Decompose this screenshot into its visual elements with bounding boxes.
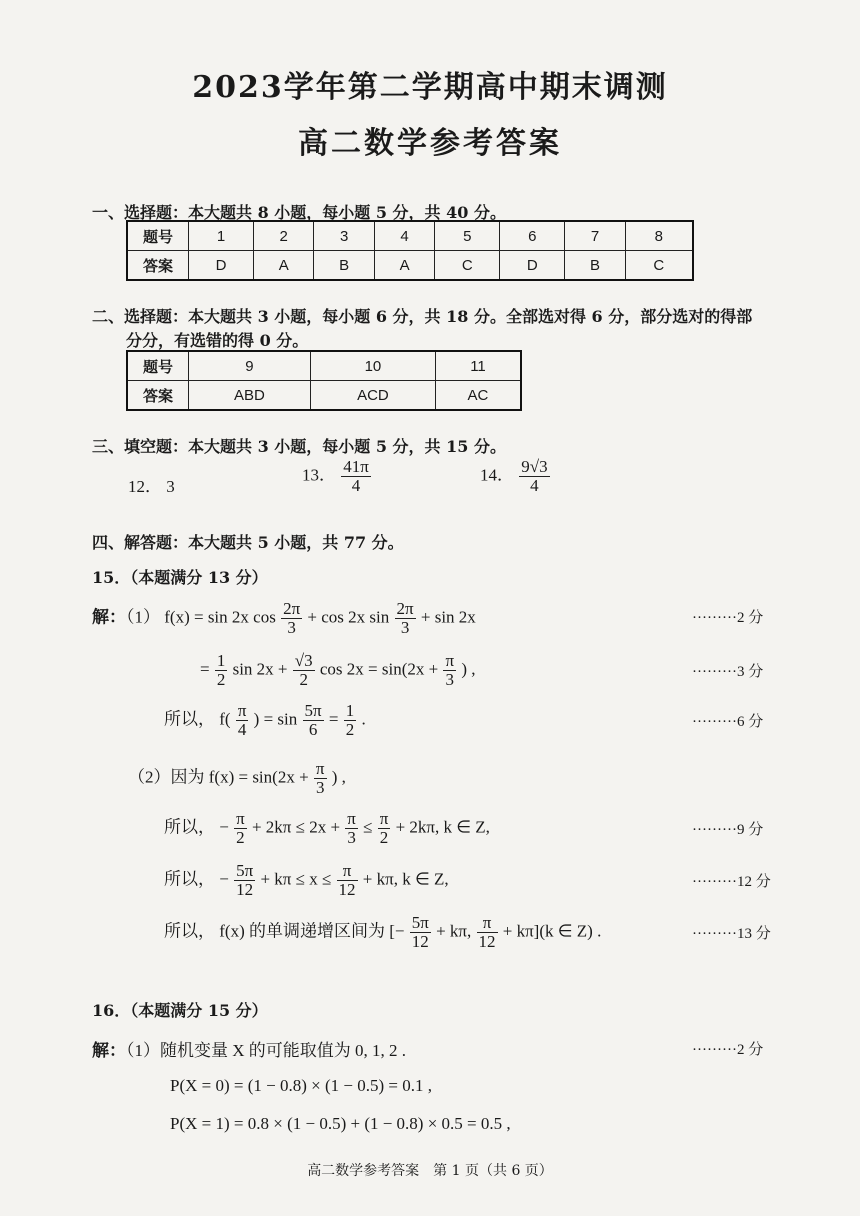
numerator: 9√3 bbox=[521, 457, 548, 476]
section1-answer-table bbox=[126, 220, 694, 281]
q15-line2 bbox=[200, 652, 475, 689]
question-number: 13． bbox=[302, 465, 336, 485]
table-cell: C bbox=[435, 251, 500, 281]
table-cell: A bbox=[374, 251, 434, 281]
numerator: √3 bbox=[294, 651, 313, 670]
denominator: 2 bbox=[345, 720, 355, 739]
table-cell: A bbox=[253, 251, 313, 281]
table-cell: 6 bbox=[500, 221, 565, 251]
q16-line2: P(X = 0) = (1 − 0.8) × (1 − 0.5) = 0.1 , bbox=[170, 1076, 432, 1095]
table-cell: C bbox=[625, 251, 693, 281]
score-mark: ·········2 分 bbox=[692, 1042, 764, 1058]
formula-text: + kπ ≤ x ≤ bbox=[260, 869, 332, 889]
numerator: π bbox=[237, 701, 247, 720]
formula-text: + kπ](k ∈ Z) . bbox=[502, 921, 602, 941]
table-row bbox=[127, 221, 693, 251]
q15-line4 bbox=[128, 760, 346, 797]
formula-text: . bbox=[361, 709, 366, 729]
table-cell: D bbox=[189, 251, 254, 281]
table-cell: ACD bbox=[310, 381, 435, 411]
question-number: 14． bbox=[480, 465, 514, 485]
section2-heading-line1: 二、选择题：本大题共 3 小题，每小题 6 分，共 18 分。全部选对得 6 分，部分选对的得部 bbox=[92, 307, 753, 326]
q15-line1 bbox=[92, 600, 476, 637]
solution-label: 解： bbox=[92, 607, 126, 627]
fraction bbox=[293, 652, 315, 689]
table-cell: 1 bbox=[189, 221, 254, 251]
table-cell: 3 bbox=[314, 221, 374, 251]
numerator: π bbox=[445, 651, 455, 670]
section1-heading: 一、选择题：本大题共 8 小题，每小题 5 分，共 40 分。 bbox=[92, 203, 506, 222]
page-footer: 高二数学参考答案 第 1 页（共 6 页） bbox=[307, 1163, 553, 1179]
answer-12 bbox=[128, 472, 175, 497]
table-cell: 7 bbox=[565, 221, 625, 251]
fraction bbox=[477, 914, 498, 951]
formula-text: f(x) = sin(2x + bbox=[208, 767, 309, 787]
table-cell: 2 bbox=[253, 221, 313, 251]
fraction bbox=[344, 702, 357, 739]
denominator: 12 bbox=[411, 932, 429, 951]
formula-text: + kπ, bbox=[436, 921, 472, 941]
numerator: 41π bbox=[343, 457, 369, 476]
score-mark: ·········6 分 bbox=[692, 714, 764, 730]
numerator: π bbox=[477, 914, 498, 933]
denominator: 12 bbox=[236, 880, 254, 899]
formula-text: + 2kπ ≤ 2x + bbox=[251, 817, 341, 837]
table-cell: AC bbox=[435, 381, 521, 411]
formula-text: 所以， bbox=[164, 921, 215, 941]
denominator: 4 bbox=[530, 476, 539, 495]
fraction bbox=[234, 862, 255, 899]
table-cell: 10 bbox=[310, 351, 435, 381]
table-cell: 4 bbox=[374, 221, 434, 251]
formula-text: f( bbox=[219, 709, 231, 729]
q15-line7 bbox=[164, 914, 601, 951]
numerator: 5π bbox=[411, 913, 429, 932]
formula-text: = bbox=[200, 659, 210, 679]
formula-text: （1）随机变量 X 的可能取值为 0, 1, 2 . bbox=[126, 1041, 407, 1060]
fraction bbox=[215, 652, 228, 689]
fraction bbox=[234, 810, 247, 847]
table-cell: B bbox=[565, 251, 625, 281]
formula-text: + 2kπ, k ∈ Z, bbox=[395, 817, 490, 837]
score-mark: ·········13 分 bbox=[692, 926, 771, 942]
score-mark: ·········3 分 bbox=[692, 664, 764, 680]
formula-text: f(x) = sin 2x cos bbox=[164, 607, 276, 627]
numerator: π bbox=[347, 809, 356, 828]
formula-text: − bbox=[219, 817, 229, 837]
denominator: 2 bbox=[299, 670, 308, 689]
formula-text: − bbox=[219, 869, 229, 889]
table-cell: 8 bbox=[625, 221, 693, 251]
q15-title: 15．（本题满分 13 分） bbox=[92, 568, 268, 587]
fraction bbox=[410, 914, 431, 951]
numerator: π bbox=[315, 759, 325, 778]
fraction bbox=[236, 702, 249, 739]
fraction bbox=[281, 600, 302, 637]
q15-line5 bbox=[164, 810, 490, 847]
answer-value: 3 bbox=[166, 477, 175, 496]
solution-label: 解： bbox=[92, 1041, 126, 1060]
formula-text: + sin 2x bbox=[420, 607, 476, 627]
question-number: 12． bbox=[128, 477, 162, 496]
denominator: 12 bbox=[478, 932, 496, 951]
table-row bbox=[127, 381, 521, 411]
score-mark: ·········2 分 bbox=[692, 610, 764, 626]
section2-heading-line2: 分分，有选错的得 0 分。 bbox=[126, 331, 309, 350]
answer-14 bbox=[480, 458, 551, 495]
part-label: （2）因为 bbox=[128, 767, 205, 787]
denominator: 3 bbox=[400, 618, 410, 637]
table-cell: ABD bbox=[189, 381, 311, 411]
denominator: 4 bbox=[237, 720, 247, 739]
table-header-cell: 答案 bbox=[127, 381, 189, 411]
page-subtitle: 高二数学参考答案 bbox=[298, 126, 562, 161]
numerator: 5π bbox=[236, 861, 254, 880]
page-title: 2023学年第二学期高中期末调测 bbox=[192, 70, 668, 105]
denominator: 2 bbox=[216, 670, 226, 689]
part-label: （1） bbox=[126, 607, 160, 627]
formula-text: 所以， bbox=[164, 817, 215, 837]
q16-line1 bbox=[92, 1036, 406, 1061]
fraction bbox=[341, 458, 371, 495]
fraction bbox=[314, 760, 327, 797]
numerator: 5π bbox=[304, 701, 322, 720]
denominator: 3 bbox=[445, 670, 455, 689]
q15-line6 bbox=[164, 862, 449, 899]
denominator: 3 bbox=[315, 778, 325, 797]
formula-text: 所以， bbox=[164, 709, 215, 729]
numerator: π bbox=[379, 809, 389, 828]
table-row bbox=[127, 251, 693, 281]
formula-text: ) , bbox=[461, 659, 476, 679]
numerator: 2π bbox=[283, 599, 301, 618]
section4-heading: 四、解答题：本大题共 5 小题，共 77 分。 bbox=[92, 533, 404, 552]
fraction bbox=[378, 810, 391, 847]
formula-text: ≤ bbox=[363, 817, 373, 837]
numerator: 1 bbox=[345, 701, 355, 720]
q15-line3 bbox=[164, 702, 366, 739]
numerator: 2π bbox=[396, 599, 414, 618]
table-header-cell: 题号 bbox=[127, 351, 189, 381]
formula-text: sin 2x + bbox=[232, 659, 288, 679]
formula-text: + kπ, k ∈ Z, bbox=[362, 869, 449, 889]
formula-text: ) = sin bbox=[253, 709, 298, 729]
fraction bbox=[337, 862, 358, 899]
fraction bbox=[395, 600, 416, 637]
denominator: 2 bbox=[379, 828, 389, 847]
table-header-cell: 题号 bbox=[127, 221, 189, 251]
answer-13 bbox=[302, 458, 372, 495]
fraction bbox=[519, 458, 549, 495]
denominator: 2 bbox=[236, 828, 245, 847]
denominator: 3 bbox=[287, 618, 296, 637]
table-cell: 9 bbox=[189, 351, 311, 381]
formula-text: f(x) 的单调递增区间为 [− bbox=[219, 921, 405, 941]
denominator: 3 bbox=[347, 828, 356, 847]
denominator: 4 bbox=[351, 476, 361, 495]
formula-text: ) , bbox=[331, 767, 346, 787]
denominator: 12 bbox=[338, 880, 356, 899]
score-mark: ·········12 分 bbox=[692, 874, 771, 890]
table-header-cell: 答案 bbox=[127, 251, 189, 281]
formula-text: 所以， bbox=[164, 869, 215, 889]
table-cell: 5 bbox=[435, 221, 500, 251]
table-cell: 11 bbox=[435, 351, 521, 381]
formula-text: cos 2x = sin(2x + bbox=[319, 659, 439, 679]
section3-heading: 三、填空题：本大题共 3 小题，每小题 5 分，共 15 分。 bbox=[92, 437, 506, 456]
section2-answer-table bbox=[126, 350, 522, 411]
table-cell: D bbox=[500, 251, 565, 281]
numerator: π bbox=[236, 809, 245, 828]
table-row bbox=[127, 351, 521, 381]
table-cell: B bbox=[314, 251, 374, 281]
fraction bbox=[345, 810, 358, 847]
numerator: 1 bbox=[216, 651, 226, 670]
formula-text: = bbox=[328, 709, 339, 729]
q16-title: 16．（本题满分 15 分） bbox=[92, 1001, 268, 1020]
fraction bbox=[443, 652, 456, 689]
denominator: 6 bbox=[308, 720, 318, 739]
q16-line3: P(X = 1) = 0.8 × (1 − 0.5) + (1 − 0.8) × 0.5 = 0.5 , bbox=[170, 1114, 511, 1133]
score-mark: ·········9 分 bbox=[692, 822, 764, 838]
formula-text: + cos 2x sin bbox=[307, 607, 390, 627]
numerator: π bbox=[337, 862, 358, 881]
fraction bbox=[303, 702, 324, 739]
